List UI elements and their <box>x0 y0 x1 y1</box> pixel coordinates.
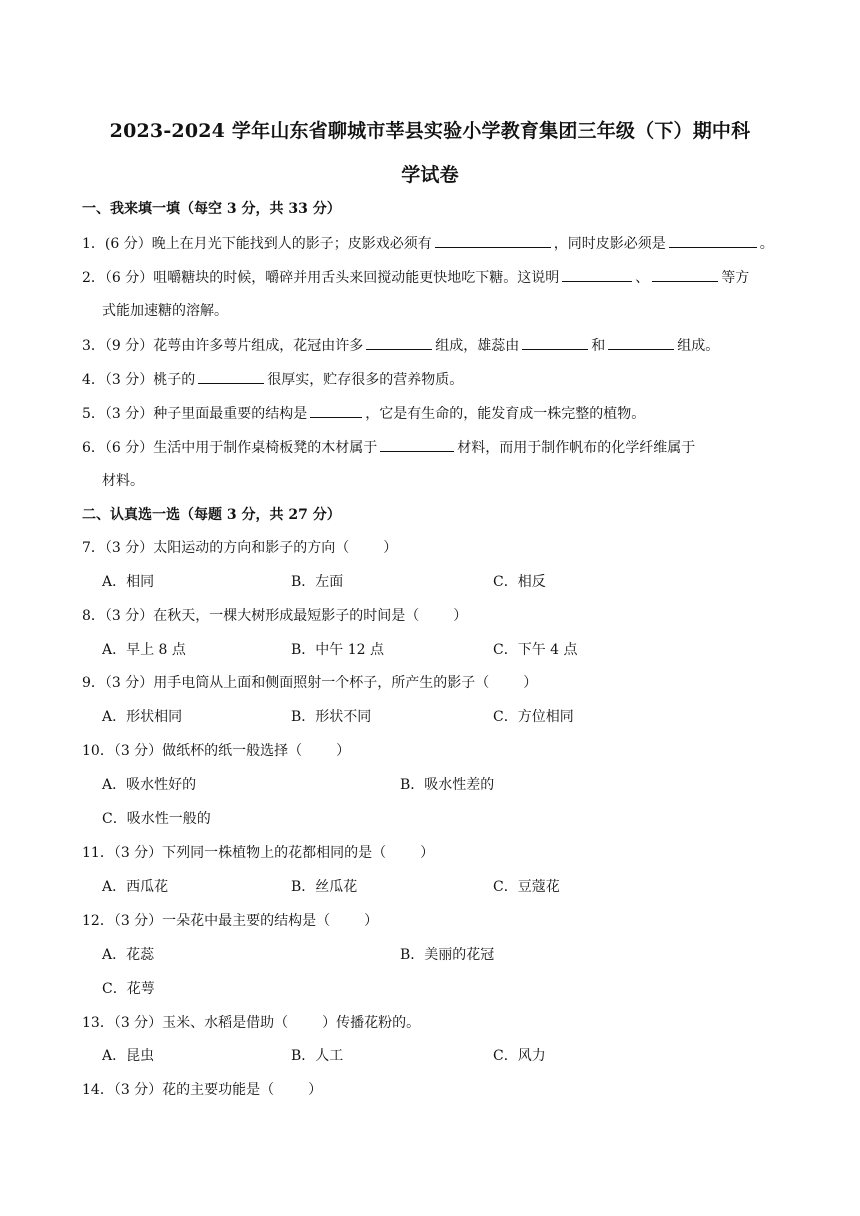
answer-blank[interactable] <box>608 335 674 350</box>
q2-text-c: 等方 <box>721 270 750 286</box>
q2-text-b: 、 <box>635 270 650 286</box>
question-9 <box>82 673 537 693</box>
q14-stem: 14．（3 分）花的主要功能是（ <box>82 1082 275 1098</box>
q2-text-a: 2．（6 分）咀嚼糖块的时候，嚼碎并用舌头来回搅动能更快地吃下糖。这说明 <box>82 270 560 286</box>
answer-blank[interactable] <box>435 233 551 248</box>
q4-text-b: 很厚实，贮存很多的营养物质。 <box>267 372 464 388</box>
q1-text-a: 1．(6 分）晚上在月光下能找到人的影子；皮影戏必须有 <box>82 236 432 252</box>
q13-option-b[interactable]: B．人工 <box>291 1048 344 1064</box>
question-14 <box>82 1080 322 1100</box>
q11-option-a[interactable]: A．西瓜花 <box>102 879 169 895</box>
q9-close: ） <box>523 675 538 691</box>
question-12 <box>82 911 378 931</box>
page-title-line1: 2023-2024 学年山东省聊城市莘县实验小学教育集团三年级（下）期中科 <box>109 120 751 142</box>
q13-stem: 13．（3 分）玉米、水稻是借助（ <box>82 1015 289 1031</box>
q9-option-c[interactable]: C．方位相同 <box>493 709 574 725</box>
question-5 <box>82 403 645 424</box>
q11-option-c[interactable]: C．豆蔻花 <box>493 879 560 895</box>
q3-text-c: 和 <box>591 338 606 354</box>
question-2-cont: 式能加速糖的溶解。 <box>102 303 228 319</box>
q11-option-b[interactable]: B．丝瓜花 <box>291 879 358 895</box>
q1-text-c: 。 <box>759 236 774 252</box>
question-8 <box>82 606 467 626</box>
q13-option-c[interactable]: C．风力 <box>493 1048 546 1064</box>
answer-blank[interactable] <box>366 335 432 350</box>
q8-close: ） <box>453 608 468 624</box>
q7-stem: 7．（3 分）太阳运动的方向和影子的方向（ <box>82 540 350 556</box>
q13-close: ）传播花粉的。 <box>322 1015 421 1031</box>
q9-option-a[interactable]: A．形状相同 <box>102 709 183 725</box>
question-11 <box>82 843 434 863</box>
q5-text-a: 5．（3 分）种子里面最重要的结构是 <box>82 406 308 422</box>
section2-heading: 二、认真选一选（每题 3 分，共 27 分） <box>82 507 341 523</box>
answer-blank[interactable] <box>380 437 454 452</box>
q8-stem: 8．（3 分）在秋天，一棵大树形成最短影子的时间是（ <box>82 608 420 624</box>
question-6-cont: 材料。 <box>102 473 144 489</box>
q10-option-a[interactable]: A．吸水性好的 <box>102 777 197 793</box>
q12-stem: 12．（3 分）一朵花中最主要的结构是（ <box>82 913 331 929</box>
q3-text-d: 组成。 <box>677 338 720 354</box>
answer-blank[interactable] <box>669 233 757 248</box>
q10-stem: 10．（3 分）做纸杯的纸一般选择（ <box>82 743 303 759</box>
q10-close: ） <box>336 743 351 759</box>
q7-close: ） <box>383 540 398 556</box>
q5-text-b: ，它是有生命的，能发育成一株完整的植物。 <box>365 406 646 422</box>
question-2 <box>82 267 749 288</box>
answer-blank[interactable] <box>652 267 718 282</box>
answer-blank[interactable] <box>522 335 588 350</box>
question-1 <box>82 233 774 254</box>
q4-text-a: 4．（3 分）桃子的 <box>82 372 196 388</box>
section1-heading: 一、我来填一填（每空 3 分，共 33 分） <box>82 201 341 217</box>
q8-option-c[interactable]: C．下午 4 点 <box>493 642 578 658</box>
page-title-line2: 学试卷 <box>401 164 459 186</box>
q14-close: ） <box>308 1082 323 1098</box>
q6-text-b: 材料，而用于制作帆布的化学纤维属于 <box>457 440 696 456</box>
q8-option-a[interactable]: A．早上 8 点 <box>102 642 186 658</box>
q3-text-a: 3．（9 分）花萼由许多萼片组成，花冠由许多 <box>82 338 364 354</box>
q6-text-a: 6．（6 分）生活中用于制作桌椅板凳的木材属于 <box>82 440 378 456</box>
q7-option-c[interactable]: C．相反 <box>493 574 546 590</box>
q3-text-b: 组成，雄蕊由 <box>435 338 520 354</box>
q7-option-a[interactable]: A．相同 <box>102 574 155 590</box>
q12-close: ） <box>364 913 379 929</box>
q12-option-c[interactable]: C．花萼 <box>102 981 155 997</box>
answer-blank[interactable] <box>310 403 362 418</box>
q8-option-b[interactable]: B．中午 12 点 <box>291 642 385 658</box>
q9-stem: 9．（3 分）用手电筒从上面和侧面照射一个杯子，所产生的影子（ <box>82 675 490 691</box>
question-6 <box>82 437 695 458</box>
q1-text-b: ，同时皮影必须是 <box>553 236 666 252</box>
answer-blank[interactable] <box>198 369 264 384</box>
question-10 <box>82 741 350 761</box>
q10-option-c[interactable]: C．吸水性一般的 <box>102 811 211 827</box>
q12-option-a[interactable]: A．花蕊 <box>102 947 155 963</box>
q7-option-b[interactable]: B．左面 <box>291 574 344 590</box>
question-3 <box>82 335 719 356</box>
q10-option-b[interactable]: B．吸水性差的 <box>400 777 495 793</box>
question-4 <box>82 369 463 390</box>
q11-close: ） <box>420 845 435 861</box>
question-7 <box>82 538 397 558</box>
q12-option-b[interactable]: B．美丽的花冠 <box>400 947 495 963</box>
q13-option-a[interactable]: A．昆虫 <box>102 1048 155 1064</box>
q9-option-b[interactable]: B．形状不同 <box>291 709 372 725</box>
answer-blank[interactable] <box>562 267 632 282</box>
question-13 <box>82 1013 420 1033</box>
q11-stem: 11．（3 分）下列同一株植物上的花都相同的是（ <box>82 845 387 861</box>
